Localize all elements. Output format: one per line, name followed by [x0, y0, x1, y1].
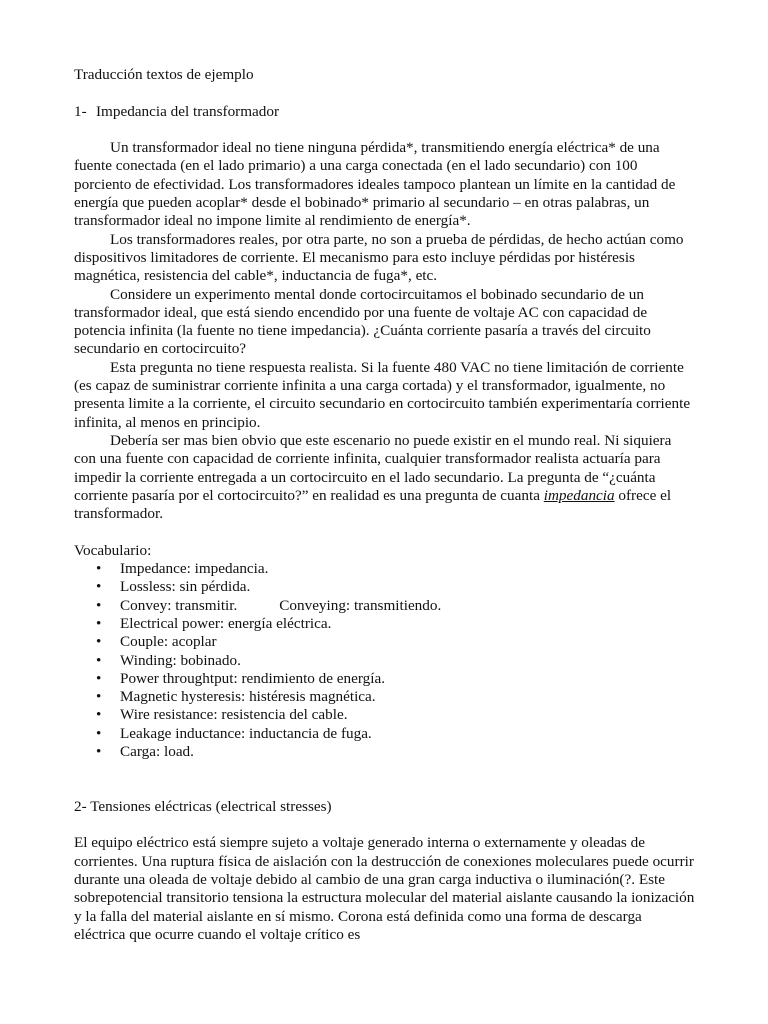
list-item — [74, 597, 696, 615]
blank-line — [74, 761, 696, 779]
document-title: Traducción textos de ejemplo — [74, 66, 254, 83]
paragraph-text: ofrece el transformador. — [74, 486, 672, 523]
list-item — [74, 615, 696, 633]
blank-line — [74, 84, 696, 102]
vocabulary-list — [74, 560, 696, 761]
vocab-entry: Electrical power: energía eléctrica. — [120, 614, 332, 632]
list-item — [74, 706, 696, 724]
vocab-entry: Wire resistance: resistencia del cable. — [120, 706, 348, 724]
section-1-number: 1- — [74, 102, 87, 120]
paragraph: Considere un experimento mental donde cortocircuitamos el bobinado secundario de un transformador ideal, que está siendo encendido por una fuente de voltaje AC con capacidad de potencia infinita (la fuente no tiene impedancia). ¿Cuánta corriente pasaría a través del circuito secundario en cortocircuito? — [74, 285, 651, 358]
section-1-title: Impedancia del transformador — [96, 102, 280, 120]
bullet-icon: • — [96, 706, 102, 724]
bullet-icon: • — [96, 560, 102, 578]
vocab-entry: Couple: acoplar — [120, 633, 217, 651]
blank-line — [74, 816, 696, 834]
paragraph: El equipo eléctrico está siempre sujeto a voltaje generado interna o externamente y oleadas de corrientes. Una ruptura física de aislación con la destrucción de conexiones moleculares puede ocurrir durante una oleada de voltaje debido al cambio de una gran carga inductiva o iluminación(?. Este sobrepotencial transitorio tensiona la estructura molecular del material aislante causando la ionización y la falla del material aislante en sí mismo. Corona está definida como una forma de descarga eléctrica que ocurre cuando el voltaje crítico es — [74, 834, 695, 943]
vocabulary-label: Vocabulario: — [74, 541, 152, 559]
bullet-icon: • — [96, 742, 102, 760]
bullet-icon: • — [96, 578, 102, 596]
paragraph-text: Debería ser mas bien obvio que este escenario no puede existir en el mundo real. Ni siquiera con una fuente con capacidad de corriente infinita, cualquier transformador realista actuaría para impedir la corriente entregada a un cortocircuito en el lado secundario. La pregunta de “¿cuánta corriente pasaría por el cortocircuito?” en realidad es una pregunta de cuanta — [74, 431, 672, 504]
vocab-entry: Leakage inductance: inductancia de fuga. — [120, 724, 372, 742]
blank-line — [74, 523, 696, 541]
document-page — [74, 66, 696, 944]
list-item — [74, 652, 696, 670]
paragraph: Los transformadores reales, por otra parte, no son a prueba de pérdidas, de hecho actúan como dispositivos limitadores de corriente. El mecanismo para esto incluye pérdidas por histéresis magnética, resistencia del cable*, inductancia de fuga*, etc. — [74, 230, 684, 285]
paragraph-impedance — [74, 432, 696, 523]
bullet-icon: • — [96, 688, 102, 706]
bullet-icon: • — [96, 651, 102, 669]
vocab-entry-extra: Conveying: transmitiendo. — [279, 596, 442, 614]
vocab-entry: Power throughtput: rendimiento de energía. — [120, 669, 386, 687]
emphasized-term: impedancia — [543, 486, 615, 504]
vocab-entry: Magnetic hysteresis: histéresis magnética. — [120, 688, 376, 706]
list-item — [74, 633, 696, 651]
vocab-entry: Carga: load. — [120, 742, 194, 760]
vocab-entry: Convey: transmitir. — [120, 596, 238, 614]
blank-line — [74, 121, 696, 139]
bullet-icon: • — [96, 633, 102, 651]
vocab-entry: Winding: bobinado. — [120, 651, 241, 669]
bullet-icon: • — [96, 724, 102, 742]
section-2-title: Tensiones eléctricas (electrical stresses) — [90, 797, 332, 815]
list-item — [74, 670, 696, 688]
bullet-icon: • — [96, 614, 102, 632]
paragraph: Esta pregunta no tiene respuesta realista. Si la fuente 480 VAC no tiene limitación de corriente (es capaz de suministrar corriente infinita a una carga cortada) y el transformador, igualmente, no presenta limite a la corriente, el circuito secundario en cortocircuito también experimentaría corriente infinita, al menos en principio. — [74, 358, 691, 431]
list-item — [74, 743, 696, 761]
bullet-icon: • — [96, 669, 102, 687]
list-item — [74, 560, 696, 578]
section-2-heading — [74, 798, 696, 816]
bullet-icon: • — [96, 596, 102, 614]
list-item — [74, 578, 696, 596]
vocab-entry: Lossless: sin pérdida. — [120, 578, 251, 596]
section-1-heading — [74, 103, 696, 121]
list-item — [74, 725, 696, 743]
section-2-number: 2- — [74, 797, 87, 815]
list-item — [74, 688, 696, 706]
paragraph: Un transformador ideal no tiene ninguna pérdida*, transmitiendo energía eléctrica* de una fuente conectada (en el lado primario) a una carga conectada (en el lado secundario) con 100 porciento de efectividad. Los transformadores ideales tampoco plantean un límite en la cantidad de energía que pueden acoplar* desde el bobinado* primario al secundario – en otras palabras, un transformador ideal no impone limite al rendimiento de energía*. — [74, 139, 676, 230]
blank-line — [74, 780, 696, 798]
vocab-entry: Impedance: impedancia. — [120, 560, 269, 578]
